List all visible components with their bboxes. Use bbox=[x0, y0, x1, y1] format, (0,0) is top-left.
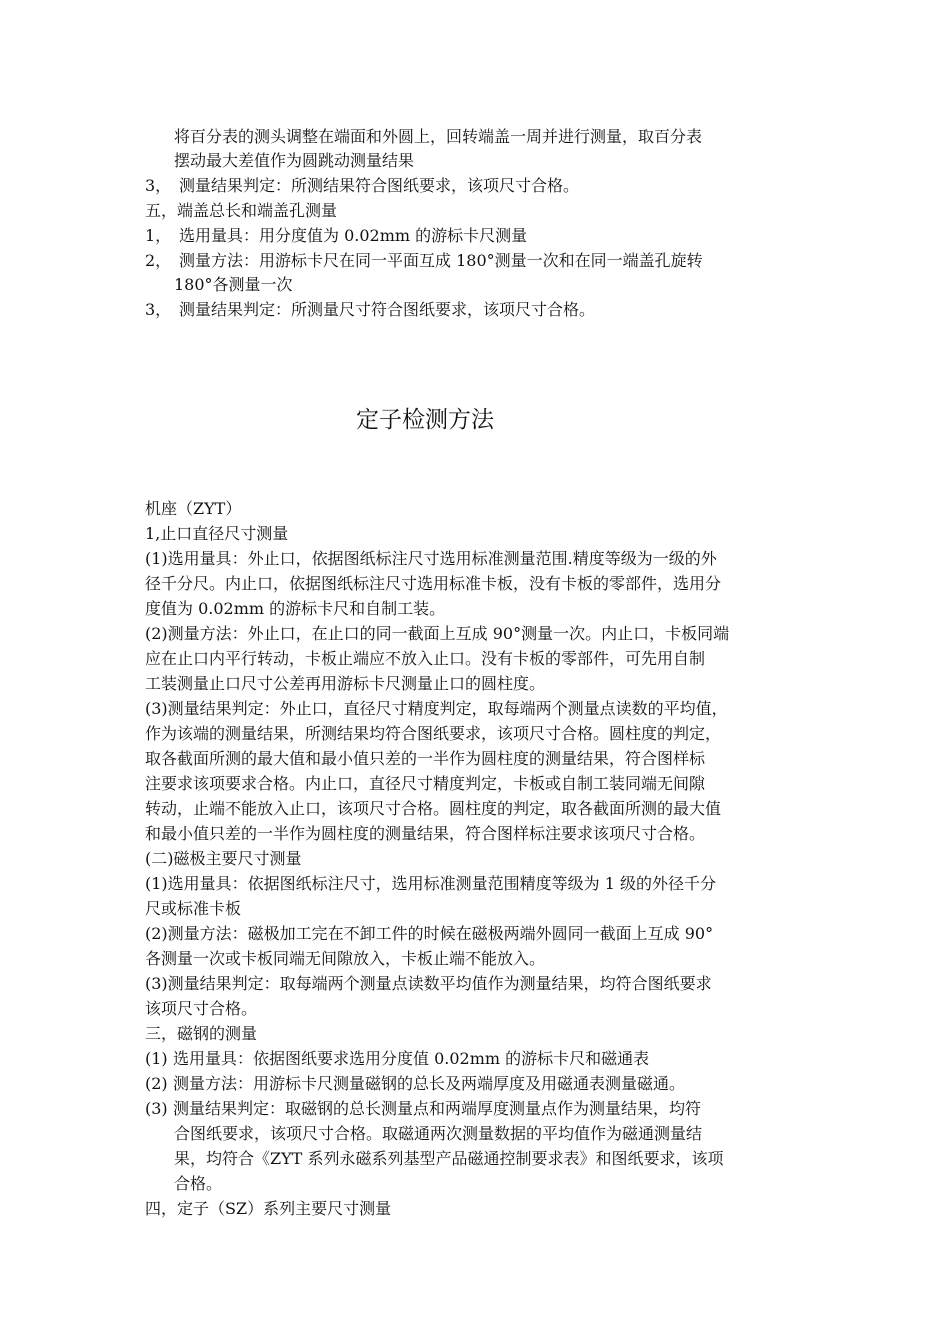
item-number: (1) bbox=[145, 1049, 168, 1068]
paragraph-line: 尺或标准卡板 bbox=[145, 899, 242, 918]
item-number: 2， bbox=[145, 251, 172, 270]
item-text: 测量结果判定：所测量尺寸符合图纸要求，该项尺寸合格。 bbox=[179, 300, 596, 319]
paragraph-line: 各测量一次或卡板同端无间隙放入，卡板止端不能放入。 bbox=[145, 949, 546, 968]
text-line: 将百分表的测头调整在端面和外圆上，回转端盖一周并进行测量，取百分表 bbox=[174, 127, 703, 146]
text-line: 摆动最大差值作为圆跳动测量结果 bbox=[174, 151, 415, 170]
paragraph-line: (2)测量方法：磁极加工完在不卸工件的时候在磁极两端外圆同一截面上互成 90° bbox=[145, 924, 714, 943]
item-number: 3， bbox=[145, 300, 172, 319]
text-line: 果，均符合《ZYT 系列永磁系列基型产品磁通控制要求表》和图纸要求，该项 bbox=[174, 1149, 724, 1168]
item-number: 3， bbox=[145, 176, 172, 195]
item-number: (2) bbox=[145, 1074, 168, 1093]
paragraph-line: (3)测量结果判定：外止口，直径尺寸精度判定，取每端两个测量点读数的平均值， bbox=[145, 699, 728, 718]
list-item bbox=[145, 174, 579, 198]
paragraph-line: 应在止口内平行转动，卡板止端应不放入止口。没有卡板的零部件，可先用自制 bbox=[145, 649, 706, 668]
section-heading: (二)磁极主要尺寸测量 bbox=[145, 849, 302, 868]
item-text: 选用量具：用分度值为 0.02mm 的游标卡尺测量 bbox=[179, 226, 528, 245]
list-item bbox=[145, 1047, 649, 1071]
paragraph-line: 转动，止端不能放入止口，该项尺寸合格。圆柱度的判定，取各截面所测的最大值 bbox=[145, 799, 722, 818]
paragraph-line: 该项尺寸合格。 bbox=[145, 999, 258, 1018]
item-text: 选用量具：依据图纸要求选用分度值 0.02mm 的游标卡尺和磁通表 bbox=[173, 1049, 650, 1068]
item-text: 测量结果判定：所测结果符合图纸要求，该项尺寸合格。 bbox=[179, 176, 580, 195]
section-heading: 五，端盖总长和端盖孔测量 bbox=[145, 201, 338, 220]
paragraph-line: (1)选用量具：外止口，依据图纸标注尺寸选用标准测量范围.精度等级为一级的外 bbox=[145, 549, 717, 568]
paragraph-line: 取各截面所测的最大值和最小值只差的一半作为圆柱度的测量结果，符合图样标 bbox=[145, 749, 706, 768]
list-item bbox=[145, 1097, 701, 1121]
text-line: 180°各测量一次 bbox=[174, 275, 293, 294]
item-number: (3) bbox=[145, 1099, 168, 1118]
paragraph-line: 工装测量止口尺寸公差再用游标卡尺测量止口的圆柱度。 bbox=[145, 674, 546, 693]
list-item bbox=[145, 249, 703, 273]
paragraph-line: (2)测量方法：外止口，在止口的同一截面上互成 90°测量一次。内止口，卡板同端 bbox=[145, 624, 730, 643]
paragraph-line: 注要求该项要求合格。内止口，直径尺寸精度判定，卡板或自制工装同端无间隙 bbox=[145, 774, 706, 793]
item-number: 1， bbox=[145, 226, 172, 245]
text-line: 合图纸要求，该项尺寸合格。取磁通两次测量数据的平均值作为磁通测量结 bbox=[174, 1124, 703, 1143]
section-heading: 机座（ZYT） bbox=[145, 499, 242, 518]
item-text: 测量方法：用游标卡尺测量磁钢的总长及两端厚度及用磁通表测量磁通。 bbox=[173, 1074, 686, 1093]
subsection-heading: 1,止口直径尺寸测量 bbox=[145, 524, 289, 543]
list-item bbox=[145, 1072, 685, 1096]
paragraph-line: (3)测量结果判定：取每端两个测量点读数平均值作为测量结果，均符合图纸要求 bbox=[145, 974, 712, 993]
paragraph-line: 度值为 0.02mm 的游标卡尺和自制工装。 bbox=[145, 599, 446, 618]
document-title: 定子检测方法 bbox=[356, 407, 494, 433]
list-item bbox=[145, 224, 527, 248]
list-item bbox=[145, 298, 595, 322]
text-line: 合格。 bbox=[174, 1174, 223, 1193]
section-heading: 三，磁钢的测量 bbox=[145, 1024, 258, 1043]
item-text: 测量结果判定：取磁钢的总长测量点和两端厚度测量点作为测量结果，均符 bbox=[173, 1099, 702, 1118]
paragraph-line: 作为该端的测量结果，所测结果均符合图纸要求，该项尺寸合格。圆柱度的判定， bbox=[145, 724, 722, 743]
paragraph-line: 和最小值只差的一半作为圆柱度的测量结果，符合图样标注要求该项尺寸合格。 bbox=[145, 824, 706, 843]
section-heading: 四，定子（SZ）系列主要尺寸测量 bbox=[145, 1199, 392, 1218]
paragraph-line: 径千分尺。内止口，依据图纸标注尺寸选用标准卡板，没有卡板的零部件，选用分 bbox=[145, 574, 722, 593]
paragraph-line: (1)选用量具：依据图纸标注尺寸，选用标准测量范围精度等级为 1 级的外径千分 bbox=[145, 874, 717, 893]
item-text: 测量方法：用游标卡尺在同一平面互成 180°测量一次和在同一端盖孔旋转 bbox=[179, 251, 703, 270]
